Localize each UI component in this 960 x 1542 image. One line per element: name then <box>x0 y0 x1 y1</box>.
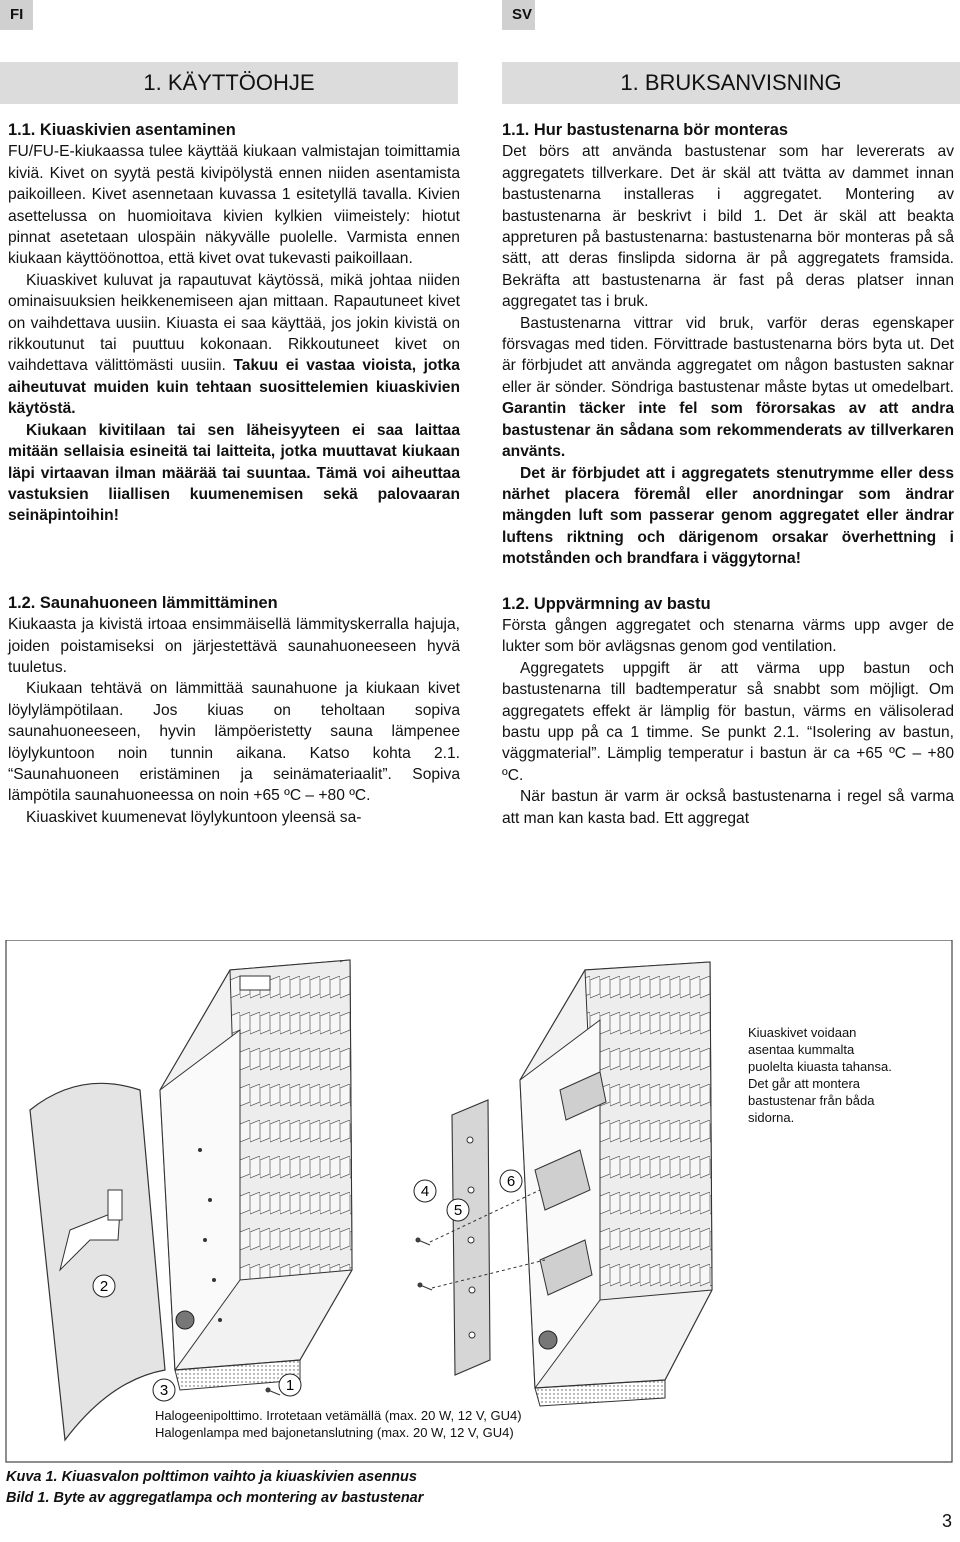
cover-panel <box>30 1083 165 1440</box>
heading-stones-fi: 1.1. Kiuaskivien asentaminen <box>8 121 236 139</box>
figure-caption-fi: Kuva 1. Kiuasvalon polttimon vaihto ja kiuaskivien asennus <box>6 1469 417 1485</box>
warning-sv: Det är förbjudet att i aggregatets stenutrymme eller dess närhet placera föremål eller anordningar som ändrar mängden luft som passerar genom aggregatet eller ändrar luftens riktning och därigenom orsakar överhettning i motstånden och brandfara i väggytorna! <box>502 464 954 568</box>
heading-heating-fi: 1.2. Saunahuoneen lämmittäminen <box>8 593 278 612</box>
paragraph-fi-6: Kiuaskivet kuumenevat löylykuntoon yleensä sa- <box>26 808 362 826</box>
paragraph-sv-1: Det börs att använda bastustenar som har levererats av aggregatets tillverkare. Det är skäl att tvätta av dammet innan bastustenarna installeras i aggregatet. Montering av bastustenarna är beskrivt i bild 1. Det är skäl att beakta appreturen på bastustenarna: bastustenarna bör monteras på så sätt, att deras finslipda sidorna är på aggregatets framsida. Bekräfta att bastustenarna är fast på deras platser innan aggregatet tas i bruk. <box>502 143 954 311</box>
section-title-fi: 1. KÄYTTÖOHJE <box>0 62 458 104</box>
svg-text:2: 2 <box>99 1278 109 1295</box>
heater-right <box>520 962 712 1406</box>
paragraph-sv-4: Första gången aggregatet och stenarna värms upp avger de lukter som bör avlägsnas genom god ventilation. <box>502 616 954 656</box>
svg-text:5: 5 <box>453 1202 463 1219</box>
column-fi <box>8 120 460 828</box>
paragraph-fi-1: FU/FU-E-kiukaassa tulee käyttää kiukaan valmistajan toimittamia kiviä. Kivet on syytä pestä kivipölystä ennen niiden asentamista paikoilleen. Kivet asennetaan kuvassa 1 esitetyllä tavalla. Kivien asettelussa on huomioitava kivien kylkien viimeistely: hiotut pinnat asetetaan ulospäin näkyvälle puolelle. Varmista ennen kiukaan käyttöönottoa, että kivet ovat tukevasti paikoillaan. <box>8 143 460 268</box>
column-sv <box>502 120 954 829</box>
lang-tab-sv: SV <box>502 0 535 30</box>
callout-2 <box>93 1275 115 1297</box>
warning-fi: Kiukaan kivitilaan tai sen läheisyyteen ei saa laittaa mitään sellaisia esineitä tai laitteita, jotka muuttavat kiukaan läpi virtaavan ilman määrää tai suuntaa. Tämä voi aiheuttaa vastuksien liiallisen kuumenemisen sekä palovaaran seinäpintoihin! <box>8 421 460 525</box>
callout-1 <box>279 1374 301 1396</box>
stone-installation-note: Kiuaskivet voidaan asentaa kummalta puolelta kiuasta tahansa. Det går att montera bastustenar från båda sidorna. <box>748 1025 892 1125</box>
svg-text:6: 6 <box>506 1173 516 1190</box>
callout-3 <box>153 1379 175 1401</box>
page-number: 3 <box>941 1511 952 1531</box>
heading-heating-sv: 1.2. Uppvärmning av bastu <box>502 594 711 613</box>
svg-text:3: 3 <box>159 1382 169 1399</box>
heading-stones-sv: 1.1. Hur bastustenarna bör monteras <box>502 121 789 139</box>
figure-heater-illustration <box>0 940 960 1470</box>
warranty-note-fi: Takuu ei vastaa vioista, jotka aiheutuvat muiden kuin tehtaan suosittelemien kiuaskivien käytöstä. <box>8 357 460 418</box>
paragraph-fi-2: Kiuaskivet kuluvat ja rapautuvat käytössä, mikä johtaa niiden ominaisuuksien heikkenemiseen ajan mittaan. Rapautuneet kivet on vaihdettava uusiin. Kiuasta ei saa käyttää, jos jokin kivistä on rikkoutunut tai puuttuu kokonaan. Rikkoutuneet kivet on vaihdettava välittömästi uusiin. Takuu ei vastaa vioista, jotka aiheutuvat muiden kuin tehtaan suosittelemien kiuaskivien käytöstä. <box>8 271 460 418</box>
paragraph-sv-5: Aggregatets uppgift är att värma upp bastun och bastustenarna till badtemperatur så snabbt som möjligt. Om aggregatets effekt är lämplig för bastun, värms en välisolerad bastu upp på ca 1 timme. Se punkt 2.1. “Isolering av bastun, väggmaterial”. Lämplig temperatur i bastun är ca +65 ºC – +80 ºC. <box>502 659 954 784</box>
heater-left <box>160 960 352 1390</box>
paragraph-fi-4: Kiukaasta ja kivistä irtoaa ensimmäisellä lämmityskerralla hajuja, joiden poistamiseksi on järjestettävä saunahuoneeseen hyvä tuuletus. <box>8 616 460 676</box>
svg-text:1: 1 <box>285 1377 295 1394</box>
section-title-sv: 1. BRUKSANVISNING <box>502 62 960 104</box>
bulb-label-fi: Halogeenipolttimo. Irrotetaan vetämällä (max. 20 W, 12 V, GU4) <box>155 1408 522 1423</box>
paragraph-sv-6: När bastun är varm är också bastustenarna i regel så varma att man kan kasta bad. Ett aggregat <box>502 788 954 827</box>
paragraph-sv-2: Bastustenarna vittrar vid bruk, varför deras egenskaper försvagas med tiden. Förvittrade bastustenarna börs byta ut. Det är förbjudet att använda aggregatet om någon bastusten saknar eller är sönder. Söndriga bastustenar måste bytas ut omedelbart. Garantin täcker inte fel som förorsakas av att andra bastustenar än sådana som rekommenderats av tillverkaren använts. <box>502 314 954 461</box>
callout-5 <box>447 1199 469 1221</box>
svg-text:4: 4 <box>420 1183 430 1200</box>
warranty-note-sv: Garantin täcker inte fel som förorsakas av att andra bastustenar än sådana som rekommenderats av tillverkaren använts. <box>502 400 954 461</box>
lang-tab-fi: FI <box>0 0 33 30</box>
bulb-label-sv: Halogenlampa med bajonetanslutning (max. 20 W, 12 V, GU4) <box>155 1425 514 1440</box>
callout-6 <box>500 1170 522 1192</box>
paragraph-fi-5: Kiukaan tehtävä on lämmittää saunahuone ja kiukaan kivet löylylämpötilaan. Jos kiuas on teholtaan sopiva saunahuoneeseen, hyvin lämpöeristetty sauna lämpenee löylykuntoon noin tunnin aikana. Katso kohta 2.1. “Saunahuoneen eristäminen ja seinämateriaalit”. Sopiva lämpötila saunahuoneessa on noin +65 ºC – +80 ºC. <box>8 680 460 805</box>
figure-caption-sv: Bild 1. Byte av aggregatlampa och montering av bastustenar <box>6 1490 424 1506</box>
heater-drawing <box>0 940 960 1470</box>
callout-4 <box>414 1180 436 1202</box>
stone-holder-rail <box>452 1100 490 1375</box>
